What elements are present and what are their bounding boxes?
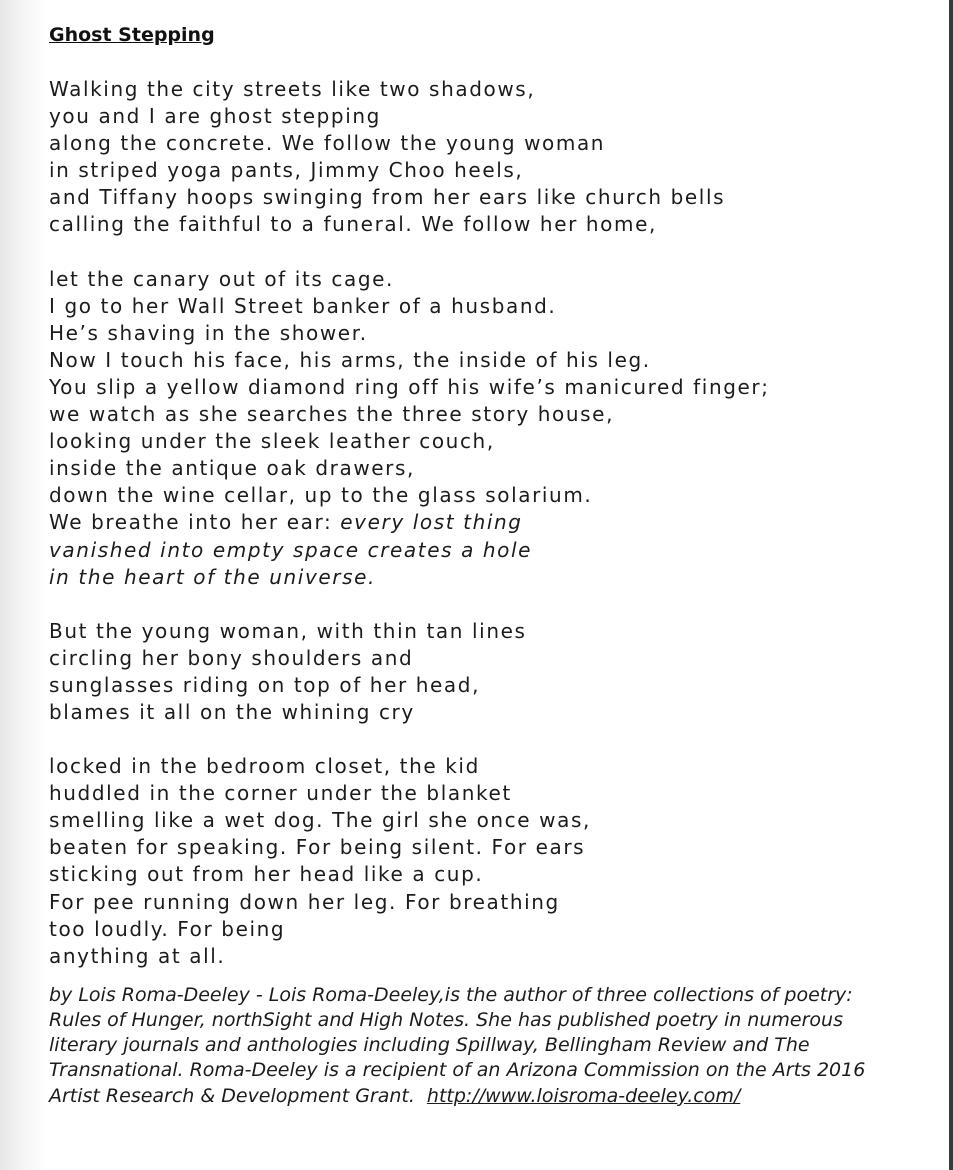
poem-line: down the wine cellar, up to the glass solarium. xyxy=(49,483,593,508)
poem-line: sticking out from her head like a cup. xyxy=(49,862,484,887)
italic-text: vanished into empty space creates a hole xyxy=(49,537,533,562)
poem-line: But the young woman, with thin tan lines xyxy=(49,618,527,643)
breathe-prefix: We breathe into her ear: xyxy=(49,510,341,535)
poem-line: and Tiffany hoops swinging from her ears like church bells xyxy=(49,185,726,210)
poem-line: you and I are ghost stepping xyxy=(49,104,381,129)
stanza-4 xyxy=(49,753,909,970)
poem-line: smelling like a wet dog. The girl she once was, xyxy=(49,808,591,833)
poem-line: along the concrete. We follow the young woman xyxy=(49,131,606,156)
poem-line: He’s shaving in the shower. xyxy=(49,320,368,345)
poem-line: Walking the city streets like two shadows, xyxy=(49,77,536,101)
poem-line: locked in the bedroom closet, the kid xyxy=(49,754,480,779)
poem-line: inside the antique oak drawers, xyxy=(49,456,415,481)
author-website-link[interactable]: http://www.loisroma-deeley.com/ xyxy=(426,1084,741,1107)
poem-line-italic xyxy=(49,564,909,591)
poem-line: sunglasses riding on top of her head, xyxy=(49,672,481,697)
poem-line: let the canary out of its cage. xyxy=(49,266,394,291)
poem-line: anything at all. xyxy=(49,943,226,968)
page-edge xyxy=(949,0,953,1170)
author-bio xyxy=(49,983,909,1109)
poem-line: Now I touch his face, his arms, the inside of his leg. xyxy=(49,347,651,372)
poem-content xyxy=(49,22,909,1109)
poem-line: You slip a yellow diamond ring off his wife’s manicured finger; xyxy=(49,374,770,399)
poem-line: we watch as she searches the three story house, xyxy=(49,402,615,427)
poem-line-breathe xyxy=(49,509,909,536)
poem-line: calling the faithful to a funeral. We follow her home, xyxy=(49,212,657,237)
poem-line: beaten for speaking. For being silent. For ears xyxy=(49,835,586,860)
author-bio-text: by Lois Roma-Deeley - Lois Roma-Deeley,is the author of three collections of poetry: Rules of Hunger, northSight and High Notes. She has published poetry in numerous literary journals and anthologies including Spillway, Bellingham Review and The Transnational. Roma-Deeley is a recipient of an Arizona Commission on the Arts 2016 Artist Research & Development Grant. xyxy=(49,983,866,1107)
poem-line-italic xyxy=(49,537,909,564)
stanza-3 xyxy=(49,618,909,726)
poem-line: huddled in the corner under the blanket xyxy=(49,781,512,806)
poem-line: For pee running down her leg. For breathing xyxy=(49,889,560,914)
poem-line: in striped yoga pants, Jimmy Choo heels, xyxy=(49,158,524,183)
poem-line: blames it all on the whining cry xyxy=(49,699,415,724)
stanza-2 xyxy=(49,266,909,591)
italic-text: in the heart of the universe. xyxy=(49,564,376,589)
poem-line: circling her bony shoulders and xyxy=(49,645,414,670)
stanza-1 xyxy=(49,76,909,239)
breathe-italic: every lost thing xyxy=(340,510,523,535)
poem-line: I go to her Wall Street banker of a husband. xyxy=(49,293,557,318)
poem-line: too loudly. For being xyxy=(49,916,286,941)
poem-title: Ghost Stepping xyxy=(49,24,215,46)
poem-line: looking under the sleek leather couch, xyxy=(49,429,495,454)
